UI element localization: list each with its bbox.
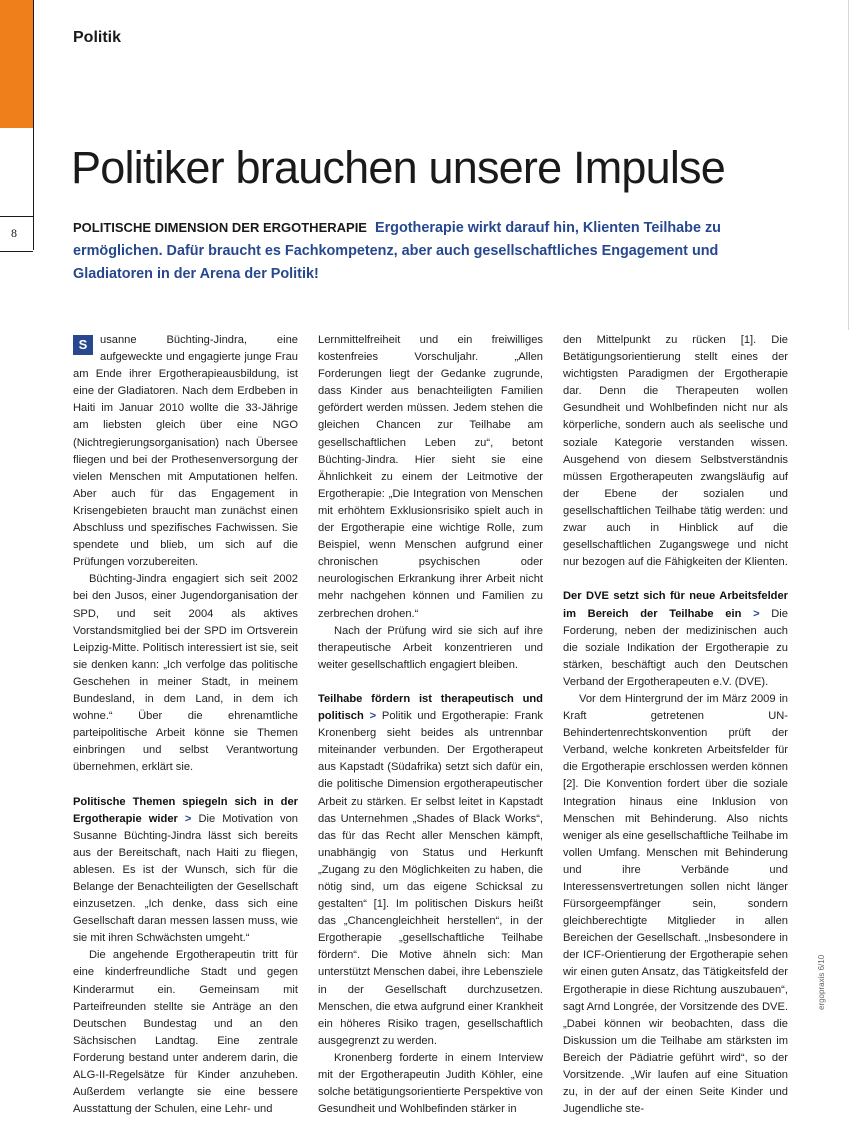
article-lead [73, 216, 733, 286]
paragraph: Vor dem Hintergrund der im März 2009 in Kraft getretenen UN-Behindertenrechtskonvention prüft der Verband, welche konkreten Arbeitsfelder für die Ergotherapie erschlossen werden können [2]. Die Konvention fordert über die soziale Integration hinaus eine Inklusion von Menschen mit Behinderung. Also nichts weniger als eine gesellschaftliche Teilhabe im vollen Umfang. Menschen mit Behinderung und ihre Verbände und Interessensvertretungen sollen nicht länger Fürsorgeempfänger sein, sondern gleichberechtigte Mitglieder in allen Bereichen der Gesellschaft. „Insbesondere in der ICF-Orientierung der Ergotherapie sehen wir einen guten Ansatz, das Tätigkeitsfeld der Ergotherapie in diese Richtung auszubauen“, sagt Arnd Longrée, der Vorsitzende des DVE. „Dabei können wir beobachten, dass die Diskussion um die Teilhabe am stärksten im Bereich der Pädiatrie geführt wird“, so der Vorsitzende. „Wir laufen auf eine Situation zu, in der auf der einen Seite Kinder und Jugendliche ste- [563, 692, 788, 1116]
text-column-3 [563, 332, 788, 1118]
subheading: Politische Themen spiegeln sich in der Ergotherapie wider [73, 795, 298, 825]
right-edge-rule [848, 0, 849, 330]
paragraph: den Mittelpunkt zu rücken [1]. Die Betätigungsorientierung stellt eines der wichtigsten Paradigmen der Ergotherapie dar. Denn die Therapeuten wollen Gesundheit und Wohlbefinden nicht nur als körperliche, sondern auch als seelische und soziale Kategorie verstanden wissen. Ausgehend von diesem Selbstverständnis müssen Ergotherapeuten zwangsläufig auf der Ebene der sozialen und gesellschaftlichen Teilhabe tätig werden: und zwar auch in Hinblick auf die gesellschaftlichen Zugangswege und nicht nur bezogen auf die Fähigkeiten der Klienten. [563, 334, 788, 569]
paragraph-text: Die Forderung, neben der medizinischen auch die soziale Indikation der Ergotherapie zu stärken, beschäftigt auch den Deutschen Verband der Ergotherapeuten e.V. (DVE). [563, 607, 788, 688]
paragraph: Lernmittelfreiheit und ein freiwilliges kostenfreies Vorschuljahr. „Allen Forderungen liegt der Gedanke zugrunde, dass Kinder aus benachteiligten Familien gefördert werden müssen. Jedem stehen die gleichen Chancen zur Teilhabe am gesellschaftlichen Leben zu“, betont Büchting-Jindra. Hier sieht sie eine Ähnlichkeit zu einem der Leitmotive der Ergotherapie: „Die Integration von Menschen mit erhöhtem Exklusionsrisiko spielt auch in der Ergotherapie eine wichtige Rolle, zum Beispiel, wenn Menschen aufgrund einer chronischen psychischen oder neurologischen Erkrankung ihrer Arbeit nicht mehr nachgehen können und Familien zu zerbrechen drohen.“ [318, 334, 543, 620]
arrow-icon: > [369, 710, 377, 723]
section-label: Politik [73, 29, 122, 46]
article-title: Politiker brauchen unsere Impulse [71, 142, 725, 193]
text-column-2 [318, 332, 543, 1118]
paragraph: Nach der Prüfung wird sie sich auf ihre therapeutische Arbeit konzentrieren und weiter gesellschaftlich engagiert bleiben. [318, 624, 543, 671]
paragraph: Büchting-Jindra engagiert sich seit 2002 bei den Jusos, einer Jugendorganisation der SPD, und seit 2004 als aktives Vorstandsmitglied bei der SPD im Ortsverein Leipzig-Mitte. Politisch interessiert ist sie, seit sie denken kann: „Ich verfolge das politische Geschehen in meiner Stadt, in meinem Bundesland, in dem Land, in dem ich wohne.“ Über die ehrenamtliche parteipolitische Arbeit könne sie Themen einbringen und selbst Verantwortung übernehmen, erklärt sie. [73, 573, 298, 774]
paragraph-text: Politik und Ergotherapie: Frank Kronenberg sieht beides als untrennbar miteinander verbunden. Der Ergotherapeut aus Kapstadt (Südafrika) setzt sich dafür ein, die politische Dimension ergotherapeutischer Arbeit zu stärken. Er selbst leitet in Kapstadt das Unternehmen „Shades of Black Works“, das für das Recht aller Menschen kämpft, unabhängig von Status und Herkunft „Zugang zu den Möglichkeiten zu haben, die nötig sind, um das eigene Schicksal zu gestalten“ [1]. Im politischen Diskurs heißt das „Chancengleichheit herstellen“, in der Ergotherapie „gesellschaftliche Teilhabe fördern“. Die Motive ähneln sich: Man unterstützt Menschen dabei, ihre Lebensziele in der Gesellschaft durchzusetzen. Menschen, die etwa aufgrund einer Krankheit ein höheres Risiko tragen, gesellschaftlich ausgegrenzt zu werden. [318, 710, 543, 1047]
article-kicker: POLITISCHE DIMENSION DER ERGOTHERAPIE [73, 220, 367, 235]
subheading: Teilhabe fördern ist therapeutisch und politisch [318, 692, 543, 723]
paragraph: Die angehende Ergotherapeutin tritt für eine kinderfreundliche Stadt und gegen Kinderarmut ein. Gemeinsam mit Parteifreunden stellte sie Anträge an den Deutschen Bundestag und an den Sächsischen Landtag. Eine zentrale Forderung bestand unter anderem darin, die ALG-II-Regelsätze für Kinder anzuheben. Außerdem verlangte sie eine bessere Ausstattung der Schulen, eine Lehr- und [73, 949, 298, 1116]
journal-issue-label: ergopraxis 6/10 [817, 954, 826, 1010]
subheading: Der DVE setzt sich für neue Arbeitsfelder im Bereich der Teilhabe ein [563, 590, 788, 620]
side-rule [33, 0, 34, 250]
paragraph [73, 332, 298, 571]
paragraph: Kronenberg forderte in einem Interview mit der Ergotherapeutin Judith Köhler, eine solche betätigungsorientierte Perspektive von Gesundheit und Wohlbefinden stärker in [318, 1051, 543, 1116]
paragraph-text: Die Motivation von Susanne Büchting-Jindra lässt sich bereits aus der Bereitschaft, nach Haiti zu fliegen, ablesen. Es ist der Wunsch, sich für die Belange der Benachteiligten der Gesellschaft einzusetzen. „Ich denke, dass sich eine Gesellschaft daran messen lassen muss, wie sie mit ihren Schwächsten umgeht.“ [73, 812, 298, 945]
text-column-1 [73, 332, 298, 1118]
lead-text: Ergotherapie wirkt darauf hin, Klienten Teilhabe zu ermöglichen. Dafür braucht es Fachkompetenz, aber auch gesellschaftliches Engagement und Gladiatoren in der Arena der Politik! [73, 220, 721, 282]
section-color-bar [0, 0, 33, 128]
arrow-icon: > [753, 607, 760, 620]
arrow-icon: > [184, 812, 192, 825]
page-number: 8 [11, 226, 17, 240]
paragraph-text: usanne Büchting-Jindra, eine aufgeweckte und engagierte junge Frau am Ende ihrer Ergotherapieausbildung, ist eine der Gladiatoren. Nach dem Erdbeben in Haiti im Januar 2010 wollte die 33-Jährige am liebsten gleich über eine NGO (Nichtregierungsorganisation) nach Übersee fliegen und bei der Prothesenversorgung der vielen Menschen mit Amputationen helfen. Aber auch für das Engagement in Krisengebieten braucht man zunächst einen Abschluss und spezifisches Fachwissen. Sie spendete und blieb, um sich auf die Prüfungen vorzubereiten. [73, 334, 298, 569]
drop-cap: S [73, 335, 93, 355]
